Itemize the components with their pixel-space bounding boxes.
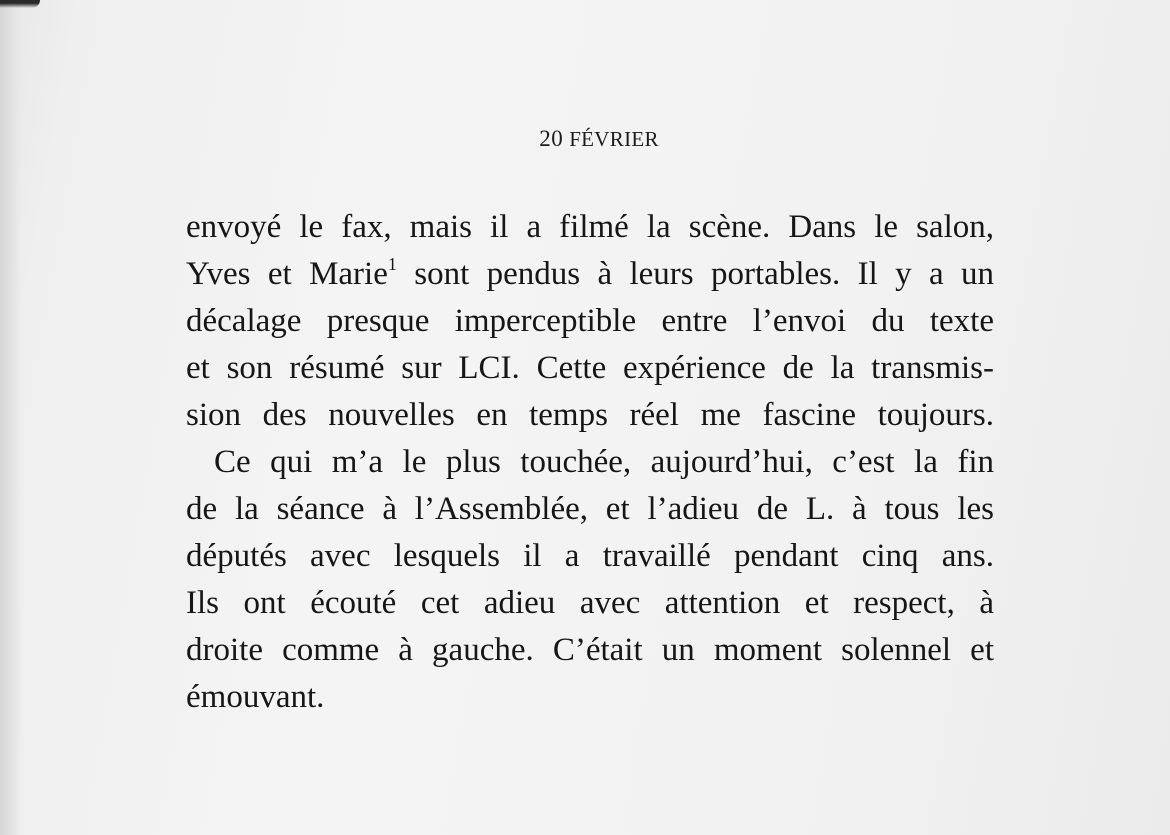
text-line: et son résumé sur LCI. Cette expérience de la transmis-	[186, 350, 994, 386]
running-head-day: 20	[539, 126, 564, 151]
page-corner-shadow	[0, 0, 40, 8]
running-head-month: FÉVRIER	[569, 127, 659, 151]
text-line: députés avec lesquels il a travaillé pendant cinq ans.	[186, 538, 994, 574]
text-line: Ils ont écouté cet adieu avec attention et respect, à	[186, 585, 994, 621]
text-line: droite comme à gauche. C’était un moment solennel et	[186, 632, 994, 668]
text-line: de la séance à l’Assemblée, et l’adieu de L. à tous les	[186, 491, 994, 527]
running-head	[14, 126, 1170, 152]
text-line: envoyé le fax, mais il a filmé la scène. Dans le salon,	[186, 209, 994, 245]
text-line: Ce qui m’a le plus touchée, aujourd’hui, c’est la fin	[214, 444, 994, 480]
text-line: émouvant.	[186, 679, 325, 715]
footnote-marker: 1	[387, 254, 397, 274]
text-line	[186, 251, 994, 298]
text-fragment: Yves et Marie	[186, 256, 388, 292]
body-text	[186, 204, 994, 721]
text-fragment: sont pendus à leurs portables. Il y a un	[396, 256, 994, 292]
text-line: sion des nouvelles en temps réel me fascine toujours.	[186, 397, 994, 433]
text-line: décalage presque imperceptible entre l’envoi du texte	[186, 303, 994, 339]
